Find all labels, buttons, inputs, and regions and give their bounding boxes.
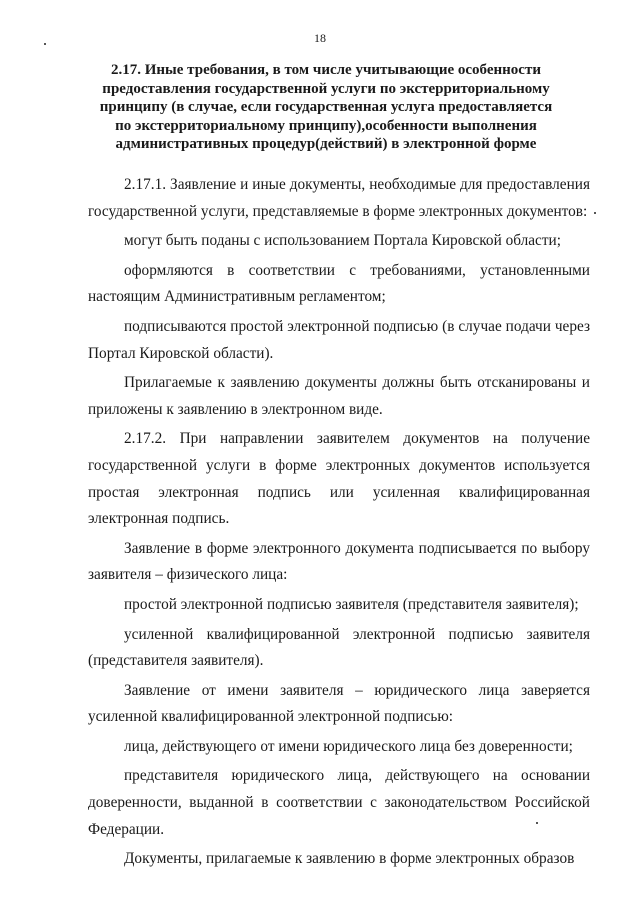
paragraph-formatting-requirements: оформляются в соответствии с требованиями, установленными настоящим Административным регламентом;: [88, 261, 590, 306]
paragraph-submission-portal: могут быть поданы с использованием Портала Кировской области;: [124, 232, 561, 250]
paragraph-without-power-of-attorney: лица, действующего от имени юридического лица без доверенности;: [124, 737, 573, 755]
paragraph-individual-applicant: Заявление в форме электронного документа подписывается по выбору заявителя – физического лица:: [88, 539, 590, 584]
paragraph-legal-entity-applicant: Заявление от имени заявителя – юридического лица заверяется усиленной квалифицированной электронной подписью:: [88, 681, 590, 726]
paragraph-qualified-signature-applicant: усиленной квалифицированной электронной подписью заявителя (представителя заявителя).: [88, 625, 590, 670]
section-heading: 2.17. Иные требования, в том числе учитывающие особенности предоставления государственной услуги по экстерриториальному принципу (в случае, если государственная услуга предоставляется по экстерриториальному принципу),особенности выполнения административных процедур(действий) в электронной форме: [99, 62, 553, 152]
paragraph-attached-electronic-images: Документы, прилагаемые к заявлению в форме электронных образов: [124, 850, 575, 868]
paragraph-attached-documents: Прилагаемые к заявлению документы должны быть отсканированы и приложены к заявлению в электронном виде.: [88, 374, 590, 418]
page-number: 18: [314, 31, 326, 45]
paragraph-simple-signature: подписываются простой электронной подписью (в случае подачи через Портал Кировской области).: [88, 317, 590, 362]
paragraph-2-17-1: 2.17.1. Заявление и иные документы, необходимые для предоставления государственной услуги, представляемые в форме электронных документов:: [88, 176, 590, 220]
document-body: [88, 172, 590, 873]
paragraph-simple-signature-applicant: простой электронной подписью заявителя (представителя заявителя);: [124, 595, 579, 613]
paragraph-2-17-2: 2.17.2. При направлении заявителем документов на получение государственной услуги в форме электронных документов используется простая электронная подпись или усиленная квалифицированная электронная подпись.: [88, 430, 590, 528]
scan-speck-top-left: [44, 43, 46, 45]
scan-speck-bottom-right: [536, 822, 538, 824]
scan-speck-right: [594, 212, 596, 214]
paragraph-representative-power-of-attorney: представителя юридического лица, действующего на основании доверенности, выданной в соответствии с законодательством Российской Федерации.: [88, 767, 590, 838]
